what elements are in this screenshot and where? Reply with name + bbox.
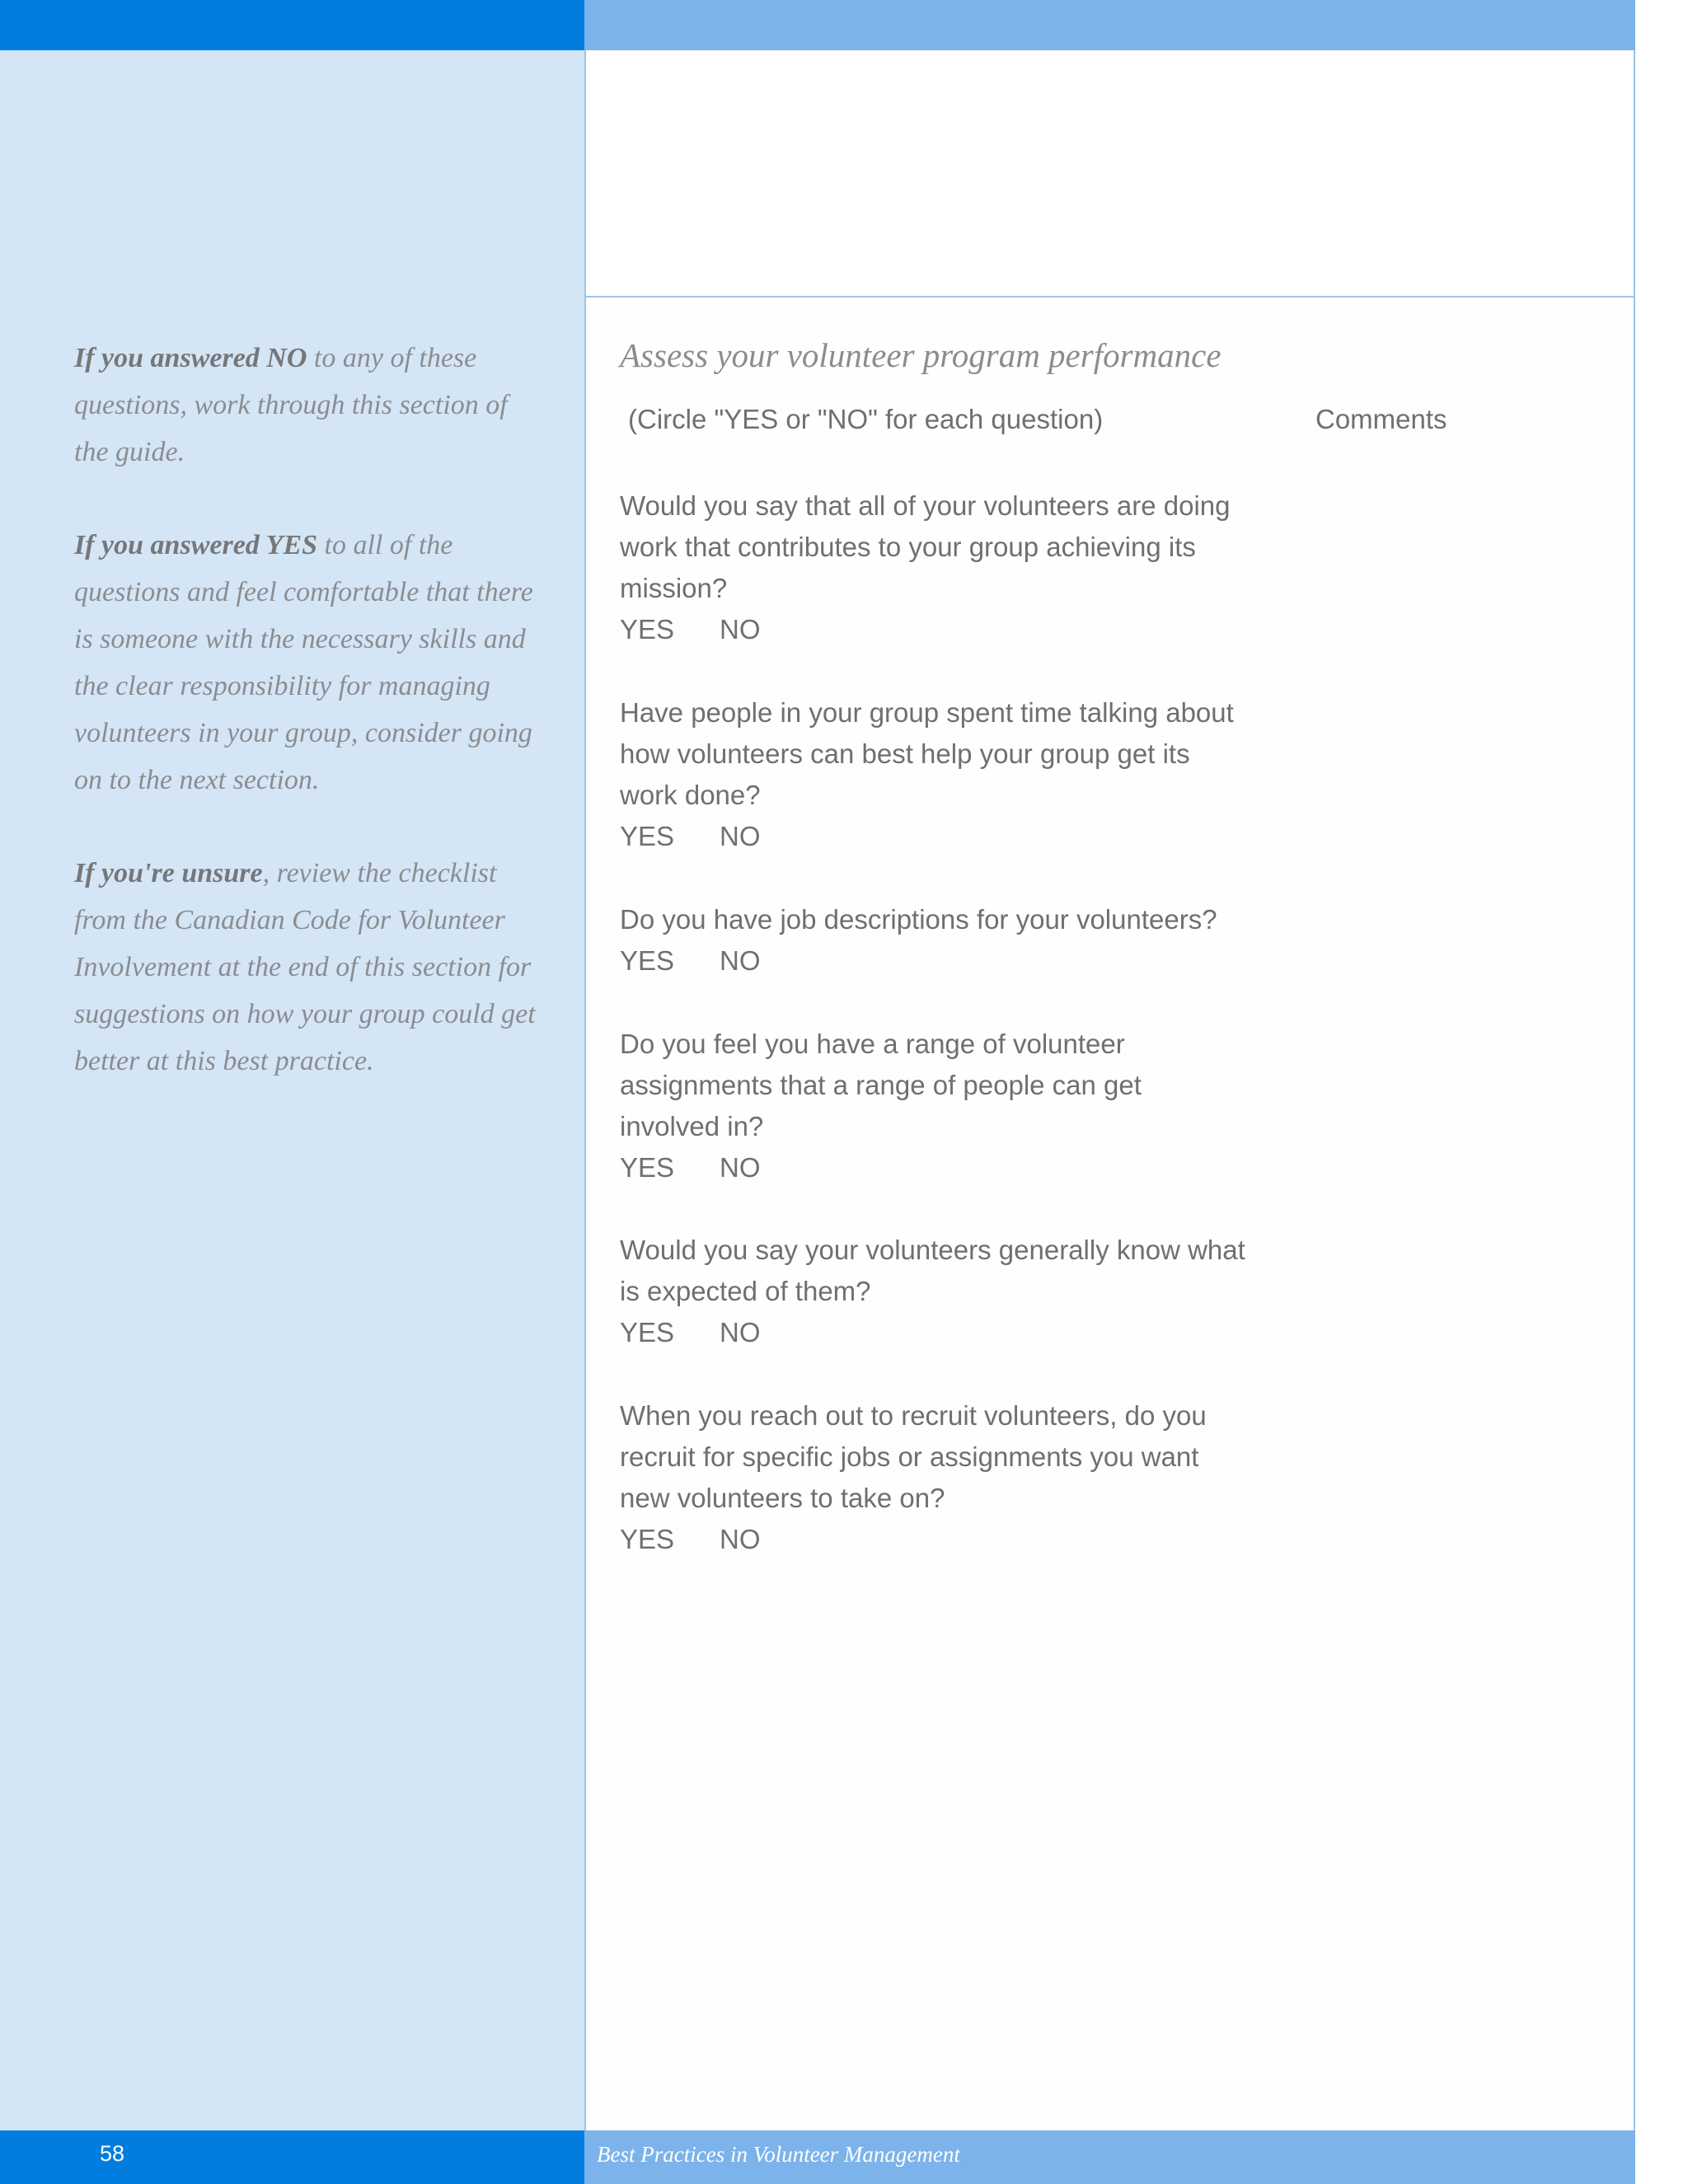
question-text: Would you say your volunteers generally know what is expected of them? [620, 1235, 1245, 1306]
question-item [620, 1395, 1246, 1560]
footer-band-left [0, 2130, 584, 2184]
answer-yes[interactable]: YES [620, 1524, 675, 1554]
answer-no[interactable]: NO [720, 821, 761, 851]
answer-yes[interactable]: YES [620, 614, 675, 644]
answer-options [620, 1519, 1246, 1560]
question-text: Do you feel you have a range of volunteer assignments that a range of people can get involved in? [620, 1029, 1142, 1141]
answer-no[interactable]: NO [720, 614, 761, 644]
answer-yes[interactable]: YES [620, 945, 675, 976]
sidebar-paragraph-yes [74, 522, 536, 804]
sidebar-paragraph-unsure [74, 850, 536, 1085]
question-text: When you reach out to recruit volunteers, do you recruit for specific jobs or assignments you want new volunteers to take on? [620, 1400, 1207, 1513]
question-item [620, 1230, 1246, 1353]
sidebar-paragraph-lead: If you answered NO [74, 343, 307, 373]
main-header-area [584, 50, 1635, 298]
question-text: Have people in your group spent time talking about how volunteers can best help your group get its work done? [620, 697, 1234, 810]
sidebar-paragraph-body: to all of the questions and feel comfortable that there is someone with the necessary skills and the clear responsibility for managing volunteers in your group, consider going on to the next section. [74, 530, 533, 795]
section-title: Assess your volunteer program performance [620, 336, 1221, 374]
question-text: Do you have job descriptions for your volunteers? [620, 904, 1217, 935]
answer-yes[interactable]: YES [620, 1317, 675, 1347]
answer-options [620, 1312, 1246, 1353]
answer-options [620, 816, 1246, 857]
sidebar-panel [0, 0, 584, 2184]
answer-no[interactable]: NO [720, 1524, 761, 1554]
answer-options [620, 1147, 1246, 1188]
answer-yes[interactable]: YES [620, 821, 675, 851]
sidebar-paragraph-lead: If you answered YES [74, 530, 318, 560]
page-number: 58 [100, 2141, 125, 2166]
comments-column-label: Comments [1315, 404, 1447, 434]
footer-title: Best Practices in Volunteer Management [597, 2142, 960, 2167]
answer-no[interactable]: NO [720, 945, 761, 976]
question-text: Would you say that all of your volunteers are doing work that contributes to your group achieving its mission? [620, 490, 1231, 603]
answer-options [620, 609, 1246, 650]
instruction-text: (Circle "YES or "NO" for each question) [628, 404, 1104, 434]
top-band-right [584, 0, 1635, 50]
top-band-left [0, 0, 584, 50]
question-item [620, 1024, 1246, 1188]
sidebar-paragraph-body: , review the checklist from the Canadian Code for Volunteer Involvement at the end of this section for suggestions on how your group could get better at this best practice. [74, 858, 536, 1076]
sidebar-paragraph-lead: If you're unsure [74, 858, 263, 888]
answer-no[interactable]: NO [720, 1152, 761, 1183]
answer-no[interactable]: NO [720, 1317, 761, 1347]
answer-yes[interactable]: YES [620, 1152, 675, 1183]
sidebar-paragraph-body: to any of these questions, work through this section of the guide. [74, 343, 508, 467]
sidebar-paragraph-no [74, 335, 536, 476]
question-item [620, 899, 1246, 982]
question-item [620, 692, 1246, 857]
question-item [620, 485, 1246, 650]
answer-options [620, 940, 1246, 982]
